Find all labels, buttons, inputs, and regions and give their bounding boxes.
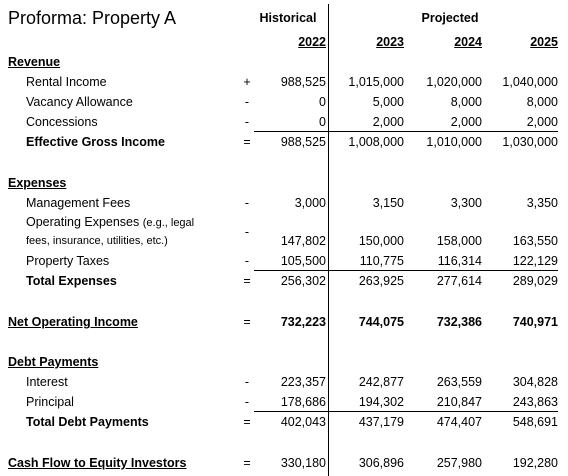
noi-2025: 740,971 [512, 315, 558, 329]
management-fees-2023: 3,150 [372, 196, 404, 210]
rental-income-label: Rental Income [26, 75, 107, 89]
total-expenses-label: Total Expenses [26, 274, 117, 288]
page-title: Proforma: Property A [8, 8, 177, 28]
concessions-2022: 0 [319, 115, 326, 129]
operating-expenses-label-main: Operating Expenses [26, 215, 140, 229]
rental-income-2025: 1,040,000 [502, 75, 558, 89]
total-debt-2022: 402,043 [280, 415, 326, 429]
noi-2023: 744,075 [358, 315, 404, 329]
management-fees-sign: - [244, 196, 250, 210]
total-debt-2023: 437,179 [358, 415, 404, 429]
principal-2023: 194,302 [358, 395, 404, 409]
year-2025: 2025 [530, 35, 558, 49]
year-2022: 2022 [298, 35, 326, 49]
total-debt-label: Total Debt Payments [26, 415, 149, 429]
cashflow-2024: 257,980 [436, 456, 482, 470]
debt-total-rule [254, 411, 558, 412]
rental-income-2022: 988,525 [280, 75, 326, 89]
principal-2022: 178,686 [280, 395, 326, 409]
operating-expenses-2024: 158,000 [436, 234, 482, 248]
total-debt-2025: 548,691 [512, 415, 558, 429]
cashflow-sign: = [243, 456, 251, 470]
expenses-heading: Expenses [8, 176, 67, 190]
management-fees-2025: 3,350 [526, 196, 558, 210]
interest-2023: 242,877 [358, 375, 404, 389]
operating-expenses-label [26, 215, 194, 229]
egi-2024: 1,010,000 [426, 135, 482, 149]
operating-expenses-label-note: (e.g., legal [142, 217, 195, 229]
total-expenses-2022: 256,302 [280, 274, 326, 288]
egi-2023: 1,008,000 [348, 135, 404, 149]
historical-header: Historical [259, 11, 317, 25]
management-fees-label: Management Fees [26, 196, 131, 210]
total-debt-sign: = [243, 415, 251, 429]
principal-2024: 210,847 [436, 395, 482, 409]
rental-income-2024: 1,020,000 [426, 75, 482, 89]
vacancy-allowance-sign: - [244, 95, 250, 109]
interest-2024: 263,559 [436, 375, 482, 389]
total-expenses-2024: 277,614 [436, 274, 482, 288]
rental-income-sign: + [243, 75, 251, 89]
cashflow-2025: 192,280 [512, 456, 558, 470]
property-taxes-2023: 110,775 [359, 254, 404, 268]
total-expenses-2023: 263,925 [358, 274, 404, 288]
management-fees-2022: 3,000 [294, 196, 326, 210]
concessions-label: Concessions [26, 115, 98, 129]
total-expenses-2025: 289,029 [512, 274, 558, 288]
concessions-2024: 2,000 [450, 115, 482, 129]
projected-header: Projected [421, 11, 479, 25]
operating-expenses-sign: - [244, 225, 250, 239]
operating-expenses-2022: 147,802 [280, 234, 326, 248]
noi-sign: = [243, 315, 251, 329]
interest-2022: 223,357 [280, 375, 326, 389]
interest-2025: 304,828 [512, 375, 558, 389]
property-taxes-2025: 122,129 [512, 254, 558, 268]
principal-sign: - [244, 395, 250, 409]
property-taxes-2022: 105,500 [280, 254, 326, 268]
revenue-heading: Revenue [8, 55, 61, 69]
historical-projected-divider [328, 4, 329, 476]
noi-2024: 732,386 [436, 315, 482, 329]
cashflow-2022: 330,180 [280, 456, 326, 470]
principal-2025: 243,863 [512, 395, 558, 409]
vacancy-allowance-2025: 8,000 [526, 95, 558, 109]
concessions-2025: 2,000 [526, 115, 558, 129]
concessions-sign: - [244, 115, 250, 129]
expenses-total-rule [254, 270, 558, 271]
property-taxes-2024: 116,314 [437, 254, 482, 268]
year-2024: 2024 [454, 35, 482, 49]
property-taxes-label: Property Taxes [26, 254, 110, 268]
interest-label: Interest [26, 375, 68, 389]
vacancy-allowance-label: Vacancy Allowance [26, 95, 133, 109]
egi-2022: 988,525 [280, 135, 326, 149]
cashflow-2023: 306,896 [358, 456, 404, 470]
egi-2025: 1,030,000 [502, 135, 558, 149]
operating-expenses-2025: 163,550 [512, 234, 558, 248]
total-expenses-sign: = [243, 274, 251, 288]
concessions-2023: 2,000 [372, 115, 404, 129]
noi-label: Net Operating Income [8, 315, 138, 329]
debt-heading: Debt Payments [8, 355, 99, 369]
total-debt-2024: 474,407 [436, 415, 482, 429]
principal-label: Principal [26, 395, 74, 409]
vacancy-allowance-2022: 0 [319, 95, 326, 109]
property-taxes-sign: - [244, 254, 250, 268]
noi-2022: 732,223 [280, 315, 326, 329]
rental-income-2023: 1,015,000 [348, 75, 404, 89]
year-2023: 2023 [376, 35, 404, 49]
management-fees-2024: 3,300 [450, 196, 482, 210]
egi-sign: = [243, 135, 251, 149]
interest-sign: - [244, 375, 250, 389]
vacancy-allowance-2023: 5,000 [372, 95, 404, 109]
operating-expenses-label-line2: fees, insurance, utilities, etc.) [26, 235, 168, 247]
operating-expenses-2023: 150,000 [358, 234, 404, 248]
vacancy-allowance-2024: 8,000 [450, 95, 482, 109]
revenue-total-rule [254, 131, 558, 132]
egi-label: Effective Gross Income [26, 135, 165, 149]
cashflow-label: Cash Flow to Equity Investors [8, 456, 187, 470]
